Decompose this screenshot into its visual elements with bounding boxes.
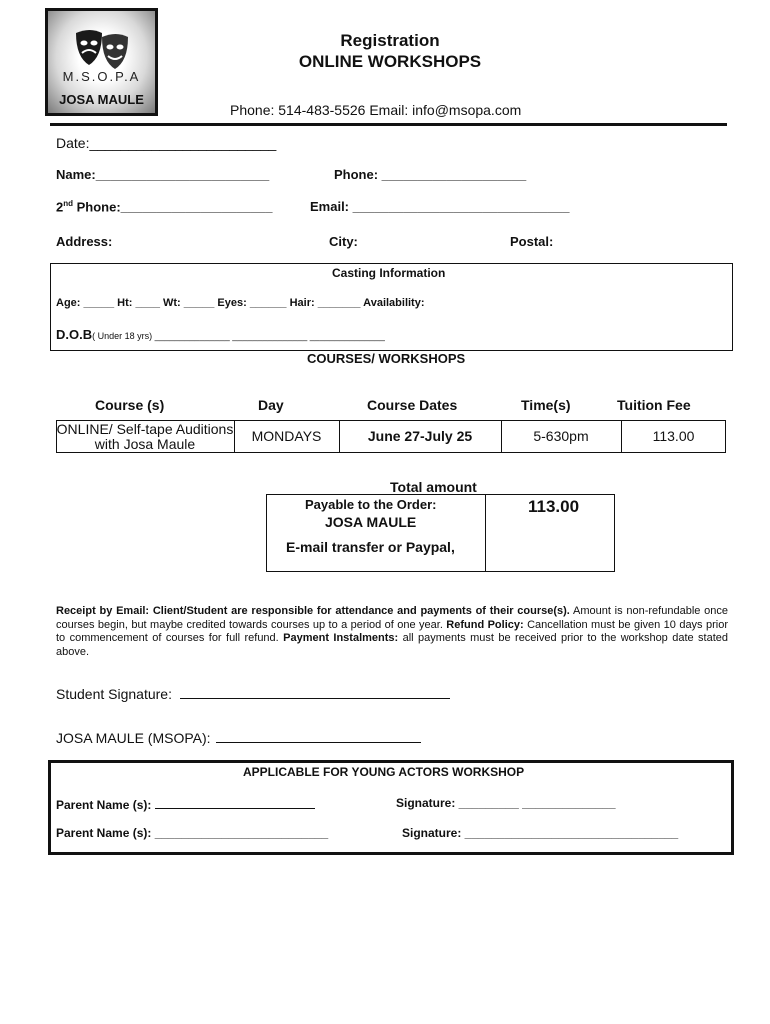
col-dates: Course Dates — [367, 397, 458, 413]
payable-label: Payable to the Order: — [305, 497, 437, 512]
parent-name-field-2[interactable]: Parent Name (s): __________________________ — [56, 826, 329, 840]
second-phone-sup: nd — [63, 199, 74, 208]
receipt-text: Amount is non-refundable once courses begin, but maybe credited towards courses up to a period of one year. — [56, 605, 728, 631]
policy-text — [56, 605, 728, 659]
josa-signature-line[interactable] — [216, 728, 421, 743]
logo — [45, 8, 158, 116]
col-day: Day — [258, 397, 284, 413]
city-field[interactable]: City: — [329, 234, 358, 249]
parent-signature-field-2[interactable]: Signature: ________________________________ — [402, 826, 679, 840]
email-field[interactable]: Email: ______________________________ — [310, 199, 570, 214]
refund-bold: Refund Policy: — [446, 618, 524, 631]
total-amount-value: 113.00 — [528, 497, 580, 516]
title-online-workshops: ONLINE WORKSHOPS — [298, 52, 482, 71]
course-name-cell — [56, 420, 234, 453]
parent-name-line-1[interactable] — [155, 796, 315, 809]
header-divider — [50, 123, 727, 126]
address-field[interactable]: Address: — [56, 234, 113, 249]
josa-signature-label: JOSA MAULE (MSOPA): — [56, 730, 211, 746]
payee-name: JOSA MAULE — [325, 514, 417, 530]
student-signature-field[interactable] — [56, 684, 450, 702]
dob-label: D.O.B — [56, 327, 93, 342]
logo-name: JOSA MAULE — [59, 92, 144, 107]
josa-signature-field[interactable] — [56, 728, 421, 746]
second-phone-label: Phone:_____________________ — [73, 199, 273, 215]
logo-acronym: M.S.O.P.A — [62, 69, 141, 84]
second-phone-field[interactable] — [56, 199, 273, 214]
theatre-masks-icon — [70, 27, 134, 71]
second-phone-prefix: 2 — [56, 199, 64, 215]
parent-name-label-1: Parent Name (s): — [56, 798, 152, 812]
dob-field[interactable] — [56, 326, 385, 344]
refund-text: Cancellation must be given 10 days prior to commencement of courses for full refund. — [56, 618, 728, 644]
course-name-line2: with Josa Maule — [94, 435, 196, 452]
casting-heading: Casting Information — [332, 266, 446, 280]
dob-note: ( Under 18 yrs) _______________ _______________ _______________ — [92, 331, 385, 341]
instalments-text: all payments must be received prior to the workshop date stated above. — [56, 632, 728, 658]
course-day-cell: MONDAYS — [251, 428, 322, 444]
courses-heading: COURSES/ WORKSHOPS — [307, 351, 466, 366]
student-signature-label: Student Signature: — [56, 686, 172, 702]
col-time: Time(s) — [521, 397, 571, 413]
casting-fields-row[interactable]: Age: _____ Ht: ____ Wt: _____ Eyes: ______ Hair: _______ Availability: — [56, 297, 425, 309]
date-field[interactable]: Date:________________________ — [56, 135, 277, 151]
course-time-cell: 5-630pm — [533, 428, 589, 444]
col-course: Course (s) — [95, 397, 165, 413]
student-signature-line[interactable] — [180, 684, 450, 699]
parent-signature-field-1[interactable]: Signature: _________ ______________ — [396, 796, 616, 810]
course-name-line1: ONLINE/ Self-tape Auditions — [56, 420, 234, 437]
name-field[interactable]: Name:________________________ — [56, 167, 270, 182]
course-fee-cell: 113.00 — [652, 428, 695, 444]
course-dates-cell: June 27-July 25 — [367, 428, 473, 444]
parent-name-field-1[interactable] — [56, 796, 315, 812]
postal-field[interactable]: Postal: — [510, 234, 554, 249]
col-fee: Tuition Fee — [617, 397, 691, 413]
title-registration: Registration — [340, 31, 440, 50]
total-amount-label: Total amount — [390, 479, 477, 495]
receipt-bold: Receipt by Email: Client/Student are responsible for attendance and payments of their course(s). — [56, 605, 570, 617]
payment-method: E-mail transfer or Paypal, — [286, 539, 455, 555]
young-actors-heading: APPLICABLE FOR YOUNG ACTORS WORKSHOP — [243, 765, 525, 779]
phone-field[interactable]: Phone: ____________________ — [334, 167, 527, 182]
contact-info: Phone: 514-483-5526 Email: info@msopa.com — [230, 102, 522, 118]
instalments-bold: Payment Instalments: — [283, 632, 399, 644]
